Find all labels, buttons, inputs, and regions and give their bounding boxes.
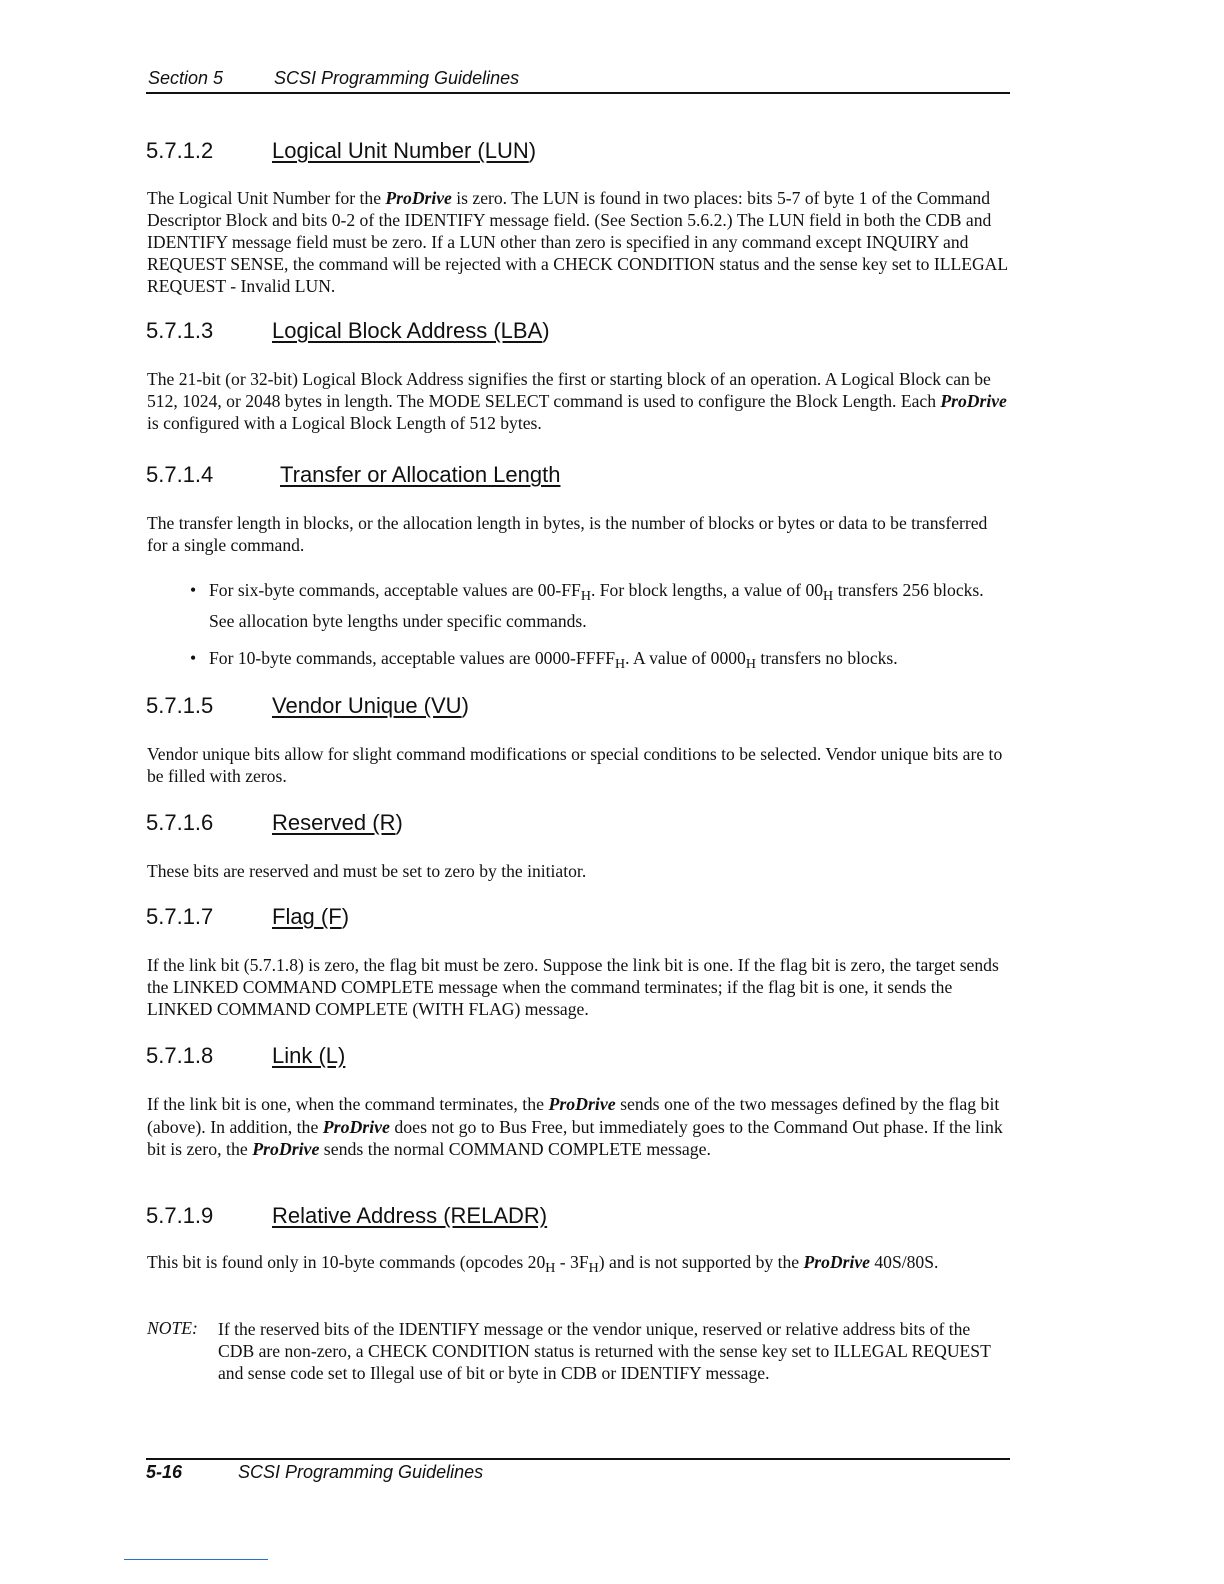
header-title: SCSI Programming Guidelines [274,68,520,88]
section-number: 5.7.1.5 [146,693,214,718]
paragraph-vendor: Vendor unique bits allow for slight command modifications or special conditions to be selected. Vendor unique bits are to be filled with zeros. [147,744,1003,786]
product-name: ProDrive [322,1116,390,1137]
paragraph-reladr: This bit is found only in 10-byte commands (opcodes $20_H - 3F_H$) and is not supported by the ProDrive 40S/80S. [147,1252,939,1276]
section-number: 5.7.1.9 [146,1203,214,1228]
product-name: ProDrive [252,1139,320,1159]
page-number: 5-16 [146,1462,183,1482]
section-number: 5.7.1.8 [146,1043,214,1068]
section-number: 5.7.1.4 [146,462,214,487]
list-item-text: For six-byte commands, acceptable values are $00-FF_H$. For block lengths, a value of $00_H$ transfers 256 blocks. See allocation byte lengths under specific commands. [209,580,984,631]
paragraph-transfer: The transfer length in blocks, or the allocation length in bytes, is the number of blocks or bytes or data to be transferred for a single command. [147,513,988,555]
section-number: 5.7.1.2 [146,138,214,163]
product-name: ProDrive [548,1094,616,1114]
paragraph-reserved: These bits are reserved and must be set to zero by the initiator. [147,861,587,881]
product-name: ProDrive [385,188,452,208]
bullet-icon: • [190,580,197,600]
header-section: Section 5 [148,68,224,88]
section-title: Link (L) [272,1043,346,1068]
list-item-text: For 10-byte commands, acceptable values are $0000-FFFF_H$. A value of $0000_H$ transfers no blocks. [209,648,898,672]
paragraph-flag: If the link bit (5.7.1.8) is zero, the flag bit must be zero. Suppose the link bit is one. If the flag bit is zero, the target sends the LINKED COMMAND COMPLETE message when the command terminates; if the flag bit is one, it sends the LINKED COMMAND COMPLETE (WITH FLAG) message. [147,955,999,1019]
section-title: Logical Unit Number (LUN) [272,138,537,163]
page-footer [146,1458,1010,1482]
section-title: Transfer or Allocation Length [280,462,561,487]
note-label: NOTE: [147,1318,198,1338]
divider [124,1559,268,1560]
section-title: Reserved (R) [272,810,403,835]
page-header [146,66,1010,94]
section-title: Logical Block Address (LBA) [272,318,550,343]
paragraph-link: If the link bit is one, when the command terminates, the ProDrive sends one of the two messages defined by the flag bit (above). In addition, the ProDrive does not go to Bus Free, but immediately goes to the Command Out phase. If the link bit is zero, the ProDrive sends the normal COMMAND COMPLETE message. [147,1094,1003,1159]
section-number: 5.7.1.7 [146,904,214,929]
section-title: Vendor Unique (VU) [272,693,469,718]
paragraph-lba: The 21-bit (or 32-bit) Logical Block Address signifies the first or starting block of an operation. A Logical Block can be 512, 1024, or 2048 bytes in length. The MODE SELECT command is used to configure the Block Length. Each ProDrive is configured with a Logical Block Length of 512 bytes. [147,369,1007,433]
section-title: Relative Address (RELADR) [272,1203,548,1228]
bullet-icon: • [190,648,197,668]
product-name: ProDrive [803,1252,870,1272]
paragraph-lun: The Logical Unit Number for the ProDrive is zero. The LUN is found in two places: bits 5-7 of byte 1 of the Command Descriptor Block and bits 0-2 of the IDENTIFY message field. (See Section 5.6.2.) The LUN field in both the CDB and IDENTIFY message field must be zero. If a LUN other than zero is specified in any command except INQUIRY and REQUEST SENSE, the command will be rejected with a CHECK CONDITION status and the sense key set to ILLEGAL REQUEST - Invalid LUN. [147,188,1008,296]
section-number: 5.7.1.6 [146,810,214,835]
section-number: 5.7.1.3 [146,318,214,343]
footer-title: SCSI Programming Guidelines [238,1462,484,1482]
product-name: ProDrive [940,391,1007,411]
section-title: Flag (F) [272,904,350,929]
note-text: If the reserved bits of the IDENTIFY message or the vendor unique, reserved or relative address bits of the CDB are non-zero, a CHECK CONDITION status is returned with the sense key set to ILLEGAL REQUEST and sense code set to Illegal use of bit or byte in CDB or IDENTIFY message. [218,1319,991,1383]
